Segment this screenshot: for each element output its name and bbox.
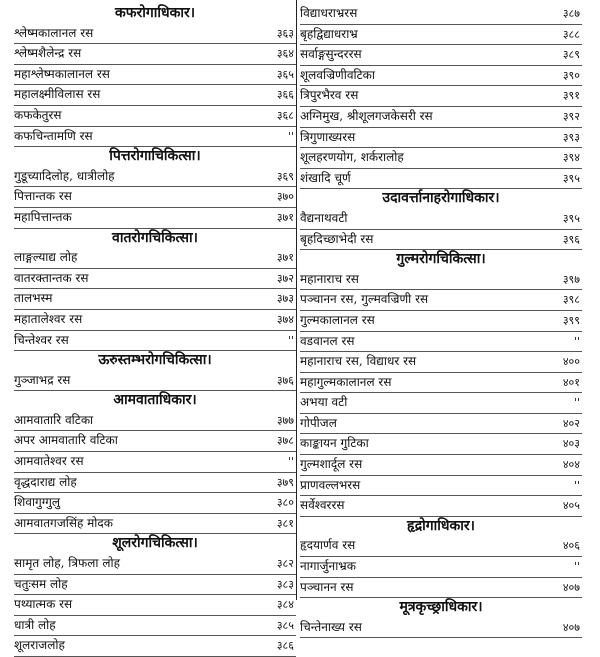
- index-entry: [300, 434, 582, 455]
- index-entry: [14, 106, 296, 127]
- entry-name: कफचिन्तामणि रस: [14, 128, 93, 143]
- index-entry: [300, 414, 582, 435]
- entry-name: अग्निमुख, श्रीशूलगजकेसरी रस: [300, 108, 433, 123]
- index-entry: [14, 514, 296, 535]
- entry-name: गोपीजल: [300, 415, 337, 430]
- entry-name: शूलराजलोह: [14, 638, 65, 653]
- page-number: ४०७: [562, 620, 580, 634]
- page-number: ३९४: [562, 151, 580, 165]
- entry-name: चतुःसम लोह: [14, 576, 68, 591]
- entry-name: नागार्जुनाभ्रक: [300, 559, 356, 574]
- page-number: ३७०: [276, 190, 294, 204]
- page-number: ३९०: [562, 68, 580, 82]
- entry-name: त्रिगुणाख्यरस: [300, 129, 356, 144]
- section-heading: ऊरुस्तम्भरोगचिकित्सा।: [98, 352, 212, 369]
- index-entry: [300, 209, 582, 230]
- index-entry: [300, 45, 582, 66]
- index-entry: [14, 575, 296, 596]
- index-entry: [300, 66, 582, 87]
- entry-name: काङ्कायन गुटिका: [300, 436, 369, 451]
- entry-name: धात्री लोह: [14, 617, 56, 632]
- page-number: ३८४: [276, 598, 294, 612]
- entry-name: महापित्तान्तक: [14, 209, 72, 224]
- index-entry: [300, 536, 582, 557]
- page-number: ३८१: [276, 516, 294, 530]
- page-number: ३८९: [562, 48, 580, 62]
- entry-name: कफकेतुरस: [14, 107, 62, 122]
- entry-name: विद्याधराभ्ररस: [300, 6, 358, 20]
- page-number: ३६३: [276, 26, 294, 40]
- index-entry: [300, 496, 582, 517]
- index-entry: [14, 24, 296, 45]
- entry-name: महागुल्मकालानल रस: [300, 374, 392, 389]
- index-entry: [300, 476, 582, 497]
- index-entry: [300, 290, 582, 311]
- entry-name: शिवागुग्गुलु: [14, 495, 61, 510]
- entry-name: अपर आमवातारि वटिका: [14, 433, 118, 448]
- section-heading: हृद्रोगाधिकार।: [407, 517, 475, 534]
- page-number: ३६९: [276, 169, 294, 183]
- page-number: ४०५: [562, 499, 580, 513]
- entry-name: वृद्धदाराद्य लोह: [14, 474, 77, 489]
- entry-name: बृहदिच्छाभेदी रस: [300, 231, 374, 246]
- entry-name: बृहद्विद्याधराभ्र: [300, 26, 358, 41]
- page-number: ३९५: [562, 171, 580, 185]
- entry-name: महालक्ष्मीविलास रस: [14, 87, 101, 102]
- entry-name: पञ्चानन रस, गुल्मवज्रिणी रस: [300, 292, 429, 307]
- index-entry: [300, 25, 582, 46]
- entry-name: सर्वाङ्गसुन्दररस: [300, 47, 362, 62]
- index-entry: [14, 310, 296, 331]
- entry-name: श्लेष्मकालानल रस: [14, 25, 94, 40]
- page-number: ३७३: [276, 292, 294, 306]
- index-entry: [14, 554, 296, 575]
- section-heading: मूत्रकृच्छ्राधिकार।: [399, 599, 483, 616]
- page-number: ३९२: [562, 109, 580, 123]
- entry-name: सामृत लोह, त्रिफला लोह: [14, 556, 120, 571]
- entry-name: श्लेष्मशैलेन्द्र रस: [14, 46, 82, 61]
- page-number: '': [287, 333, 294, 347]
- entry-name: आमवातेश्वर रस: [14, 454, 84, 469]
- page-number: ३६४: [276, 47, 294, 61]
- entry-name: वातरक्तान्तक रस: [14, 270, 89, 285]
- section-heading: वातरोगचिकित्सा।: [112, 229, 198, 246]
- section-heading: गुल्मरोगचिकित्सा।: [396, 251, 486, 268]
- entry-name: शूलवज्रिणीवटिका: [300, 67, 375, 82]
- right-column: [300, 4, 582, 638]
- page-number: ३७१: [276, 210, 294, 224]
- page-number: '': [573, 396, 580, 410]
- index-entry: [300, 107, 582, 128]
- entry-name: चिन्तेश्वर रस: [14, 332, 69, 347]
- index-entry: [14, 331, 296, 352]
- page-number: ४०७: [562, 580, 580, 594]
- page-number: ३८५: [276, 618, 294, 632]
- entry-name: प्राणवल्लभरस: [300, 477, 361, 492]
- page-number: '': [287, 455, 294, 469]
- page-number: ४००: [562, 355, 580, 369]
- page-number: '': [573, 334, 580, 348]
- page-number: ३६५: [276, 67, 294, 81]
- entry-name: वैद्यनाथवटी: [300, 210, 348, 225]
- page-number: ३८३: [276, 577, 294, 591]
- index-entry: [300, 352, 582, 373]
- index-entry: [14, 269, 296, 290]
- entry-name: त्रिपुरभैरव रस: [300, 88, 359, 103]
- section-heading: आमवाताधिकार।: [113, 392, 197, 409]
- page-number: ३९७: [562, 272, 580, 286]
- index-entry: [300, 332, 582, 353]
- index-entry: [300, 557, 582, 578]
- entry-name: तालभस्म: [14, 291, 53, 306]
- index-entry: [14, 187, 296, 208]
- index-entry: [14, 208, 296, 229]
- page-number: ३९३: [562, 130, 580, 144]
- section-heading: पित्तरोगाचिकित्सा।: [109, 148, 201, 165]
- index-entry: [300, 270, 582, 291]
- entry-name: शंखादि चूर्ण: [300, 170, 351, 185]
- index-entry: [14, 167, 296, 188]
- entry-name: हृदयार्णव रस: [300, 538, 356, 553]
- entry-name: पथ्यात्मक रस: [14, 597, 73, 612]
- page-number: ४०४: [562, 458, 580, 472]
- index-entry: [300, 578, 582, 599]
- index-entry: [14, 493, 296, 514]
- index-entry: [14, 248, 296, 269]
- page-number: ४०२: [562, 416, 580, 430]
- page-number: ३९५: [562, 211, 580, 225]
- column-divider: [296, 0, 297, 600]
- page-number: ३७१: [276, 251, 294, 265]
- index-entry: [14, 473, 296, 494]
- page-number: ३८६: [276, 639, 294, 653]
- page-number: ३८८: [562, 27, 580, 41]
- entry-name: आमवातगजसिंह मोदक: [14, 515, 113, 530]
- index-entry: [14, 371, 296, 392]
- page-number: ३७९: [276, 475, 294, 489]
- index-entry: [14, 636, 296, 657]
- page-number: ३६८: [276, 108, 294, 122]
- entry-name: पञ्चानन रस: [300, 579, 354, 594]
- index-entry: [300, 311, 582, 332]
- entry-name: गुडूच्यादिलोह, धात्रीलोह: [14, 168, 115, 183]
- index-entry: [300, 230, 582, 251]
- index-entry: [300, 4, 582, 25]
- index-entry: [14, 616, 296, 637]
- index-entry: [14, 127, 296, 148]
- entry-name: महानाराच रस: [300, 271, 359, 286]
- index-entry: [300, 455, 582, 476]
- entry-name: चिन्तेनाख्य रस: [300, 619, 362, 634]
- entry-name: सर्वेश्वररस: [300, 498, 345, 513]
- page-number: ३७४: [276, 312, 294, 326]
- page-number: ४०१: [562, 375, 580, 389]
- section-heading: शूलरोगचिकित्सा।: [112, 535, 198, 552]
- left-column: [14, 4, 296, 657]
- entry-name: आमवातारि वटिका: [14, 412, 94, 427]
- index-entry: [300, 393, 582, 414]
- page-number: ३७२: [276, 271, 294, 285]
- index-entry: [14, 595, 296, 616]
- page-number: ३७८: [276, 434, 294, 448]
- page-number: ३९८: [562, 293, 580, 307]
- page-number: ३९९: [562, 313, 580, 327]
- index-entry: [300, 86, 582, 107]
- section-heading: कफरोगाधिकार।: [114, 5, 196, 21]
- page-number: ४०३: [562, 437, 580, 451]
- section-heading: उदावर्त्तानाहरोगाधिकार।: [382, 190, 500, 207]
- index-entry: [14, 85, 296, 106]
- entry-name: महाश्लेष्मकालानल रस: [14, 66, 110, 81]
- page-number: ३८७: [562, 7, 580, 20]
- entry-name: अभया वटी: [300, 395, 348, 410]
- index-entry: [300, 618, 582, 639]
- entry-name: वडवानल रस: [300, 333, 355, 348]
- page-number: '': [573, 478, 580, 492]
- entry-name: गुल्मकालानल रस: [300, 312, 375, 327]
- page-number: ४०६: [562, 539, 580, 553]
- page-number: ३९१: [562, 89, 580, 103]
- index-entry: [300, 128, 582, 149]
- page-number: ३७६: [276, 373, 294, 387]
- index-entry: [14, 65, 296, 86]
- index-entry: [14, 44, 296, 65]
- page-number: ३६६: [276, 88, 294, 102]
- page-number: '': [287, 129, 294, 143]
- index-entry: [300, 169, 582, 190]
- entry-name: गुञ्जाभद्र रस: [14, 372, 71, 387]
- entry-name: महातालेश्वर रस: [14, 311, 83, 326]
- index-entry: [14, 431, 296, 452]
- index-entry: [300, 148, 582, 169]
- entry-name: पित्तान्तक रस: [14, 189, 72, 204]
- page-number: '': [573, 560, 580, 574]
- entry-name: लाङ्गल्याद्य लोह: [14, 250, 78, 265]
- index-entry: [14, 289, 296, 310]
- index-entry: [14, 452, 296, 473]
- page-number: ३७७: [276, 413, 294, 427]
- index-entry: [300, 373, 582, 394]
- index-entry: [14, 411, 296, 432]
- page-number: ३९६: [562, 232, 580, 246]
- page-number: ३८२: [276, 557, 294, 571]
- entry-name: शूलहरणयोग, शर्करालोह: [300, 150, 404, 165]
- entry-name: महानाराच रस, विद्याधर रस: [300, 354, 417, 369]
- page-number: ३८०: [276, 496, 294, 510]
- entry-name: गुल्मशार्दूल रस: [300, 457, 363, 472]
